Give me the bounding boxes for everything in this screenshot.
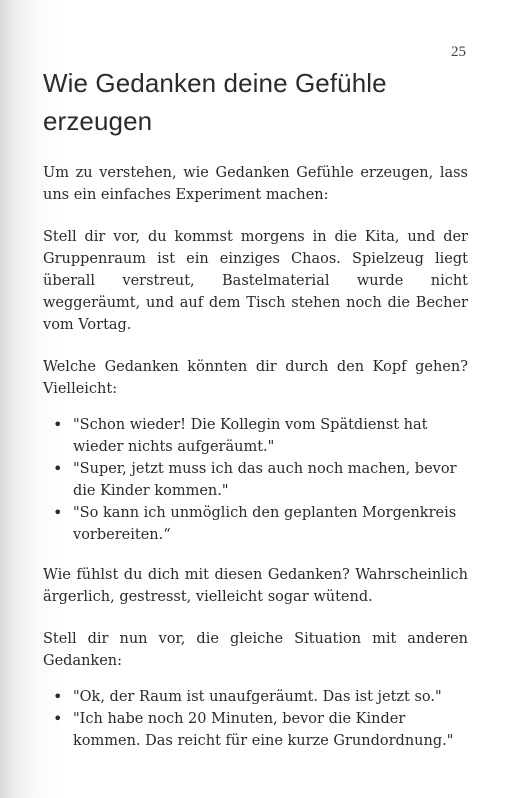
page-number: 25 — [451, 44, 466, 60]
list-item: • "Super, jetzt muss ich das auch noch machen, bevor die Kinder kommen." — [73, 458, 468, 502]
negative-thoughts-list — [43, 414, 468, 546]
chapter-heading: Wie Gedanken deine Gefühle erzeugen — [43, 68, 387, 136]
paragraph-intro: Um zu verstehen, wie Gedanken Gefühle erzeugen, lass uns ein einfaches Experiment machen: — [43, 165, 468, 203]
paragraph-alternative: Stell dir nun vor, die gleiche Situation mit anderen Gedanken: — [43, 631, 468, 669]
paragraph-question: Welche Gedanken könnten dir durch den Kopf gehen? Vielleicht: — [43, 359, 468, 397]
paragraph-scenario: Stell dir vor, du kommst morgens in die Kita, und der Gruppenraum ist ein einziges Chaos. Spielzeug liegt überall verstreut, Bastelmaterial wurde nicht weggeräumt, und auf dem Tisch stehen noch die Becher vom Vortag. — [43, 229, 468, 333]
positive-thoughts-list — [43, 686, 468, 752]
page-content — [43, 64, 468, 770]
list-item: • "Ich habe noch 20 Minuten, bevor die Kinder kommen. Das reicht für eine kurze Grundordnung." — [73, 708, 468, 752]
list-item: • "Schon wieder! Die Kollegin vom Spätdienst hat wieder nichts aufgeräumt." — [73, 414, 468, 458]
paragraph-feelings: Wie fühlst du dich mit diesen Gedanken? Wahrscheinlich ärgerlich, gestresst, vielleicht sogar wütend. — [43, 567, 468, 605]
list-item: • "So kann ich unmöglich den geplanten Morgenkreis vorbereiten.“ — [73, 502, 468, 546]
list-item: • "Ok, der Raum ist unaufgeräumt. Das ist jetzt so." — [73, 686, 468, 708]
